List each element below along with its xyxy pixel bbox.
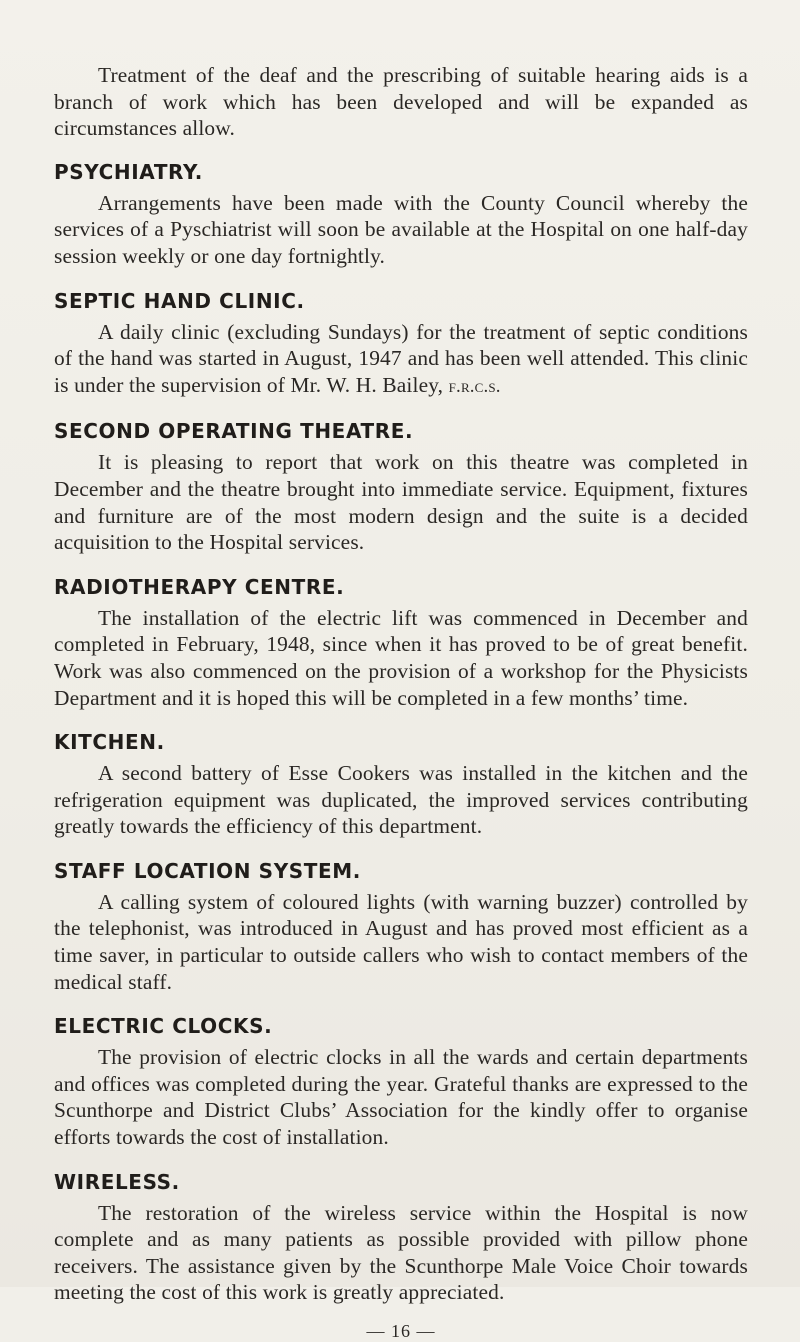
section-heading: STAFF LOCATION SYSTEM. [54,858,361,883]
section-body: The installation of the electric lift was commenced in December and completed in February, 1948, since when it has proved to be of great benefit. Work was also commenced on the provision of a workshop for the Physicists Department and it is hoped this will be completed in a few months’ time. [54,605,748,710]
intro-paragraph: Treatment of the deaf and the prescribing of suitable hearing aids is a branch of work which has been developed and will be expanded as circumstances allow. [54,63,748,141]
section-kitchen [54,730,748,840]
section-body: A second battery of Esse Cookers was installed in the kitchen and the refrigeration equipment was duplicated, the improved services contributing greatly towards the efficiency of this department. [54,761,748,839]
section-heading: PSYCHIATRY. [54,159,203,184]
section-heading: RADIOTHERAPY CENTRE. [54,574,345,599]
section-radiotherapy-centre [54,575,748,711]
section-heading: SEPTIC HAND CLINIC. [54,288,305,313]
section-body [54,319,748,401]
section-wireless [54,1170,748,1306]
section-septic-hand-clinic [54,289,748,401]
section-body-text: A daily clinic (excluding Sundays) for the treatment of septic conditions of the hand was started in August, 1947 and has been well attended. This clinic is under the supervision of Mr. W. H. Bailey, [54,319,748,397]
section-heading: WIRELESS. [54,1169,180,1194]
section-body: Arrangements have been made with the County Council whereby the services of a Pyschiatrist will soon be available at the Hospital on one half-day session weekly or one day fortnightly. [54,190,748,268]
section-heading: ELECTRIC CLOCKS. [54,1014,273,1039]
section-body: The restoration of the wireless service within the Hospital is now complete and as many patients as possible provided with pillow phone receivers. The assistance given by the Scunthorpe Male Voice Choir towards meeting the cost of this work is greatly appreciated. [54,1200,748,1305]
qualification-suffix: f.r.c.s. [448,375,501,397]
section-second-operating-theatre [54,419,748,555]
section-psychiatry [54,160,748,270]
section-heading: SECOND OPERATING THEATRE. [54,419,414,444]
section-electric-clocks [54,1014,748,1150]
section-heading: KITCHEN. [54,730,165,755]
section-staff-location-system [54,859,748,995]
section-body: A calling system of coloured lights (with warning buzzer) controlled by the telephonist, was introduced in August and has proved most efficient as a time saver, in particular to outside callers who wish to contact members of the medical staff. [54,889,748,994]
section-body: The provision of electric clocks in all the wards and certain departments and offices was completed during the year. Grateful thanks are expressed to the Scunthorpe and District Clubs’ Association for the kindly offer to organise efforts towards the cost of installation. [54,1045,748,1150]
section-body: It is pleasing to report that work on this theatre was completed in December and the theatre brought into immediate service. Equipment, fixtures and furniture are of the most modern design and the suite is a decided acquisition to the Hospital services. [54,450,748,555]
page-number: — 16 — [366,1321,436,1341]
